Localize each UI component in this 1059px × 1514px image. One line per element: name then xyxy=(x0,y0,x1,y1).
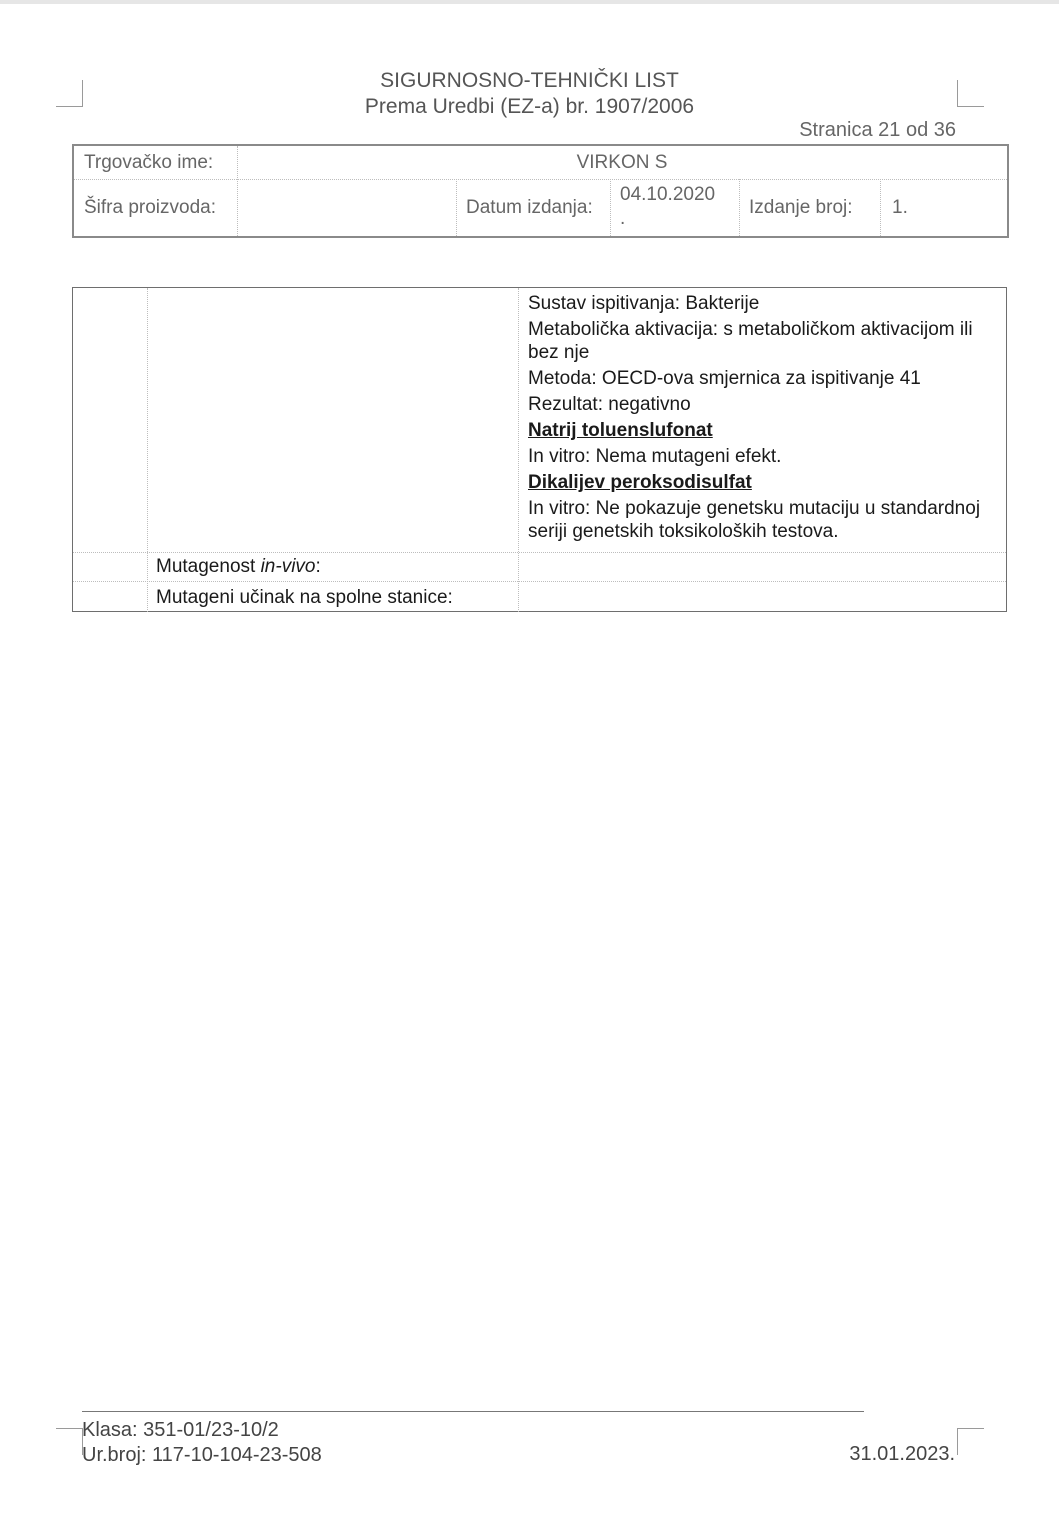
page-number: Stranica 21 od 36 xyxy=(799,119,956,141)
trade-name-value: VIRKON S xyxy=(576,151,668,173)
title-line-1: SIGURNOSNO-TEHNIČKI LIST xyxy=(380,69,679,92)
test-details xyxy=(528,292,998,546)
test-result: Rezultat: negativno xyxy=(528,394,691,415)
row-germ-cell-label: Mutageni učinak na spolne stanice: xyxy=(156,587,453,608)
footer-ref-number: Ur.broj: 117-10-104-23-508 xyxy=(82,1444,322,1466)
trade-name-label: Trgovačko ime: xyxy=(84,151,214,173)
footer-class: Klasa: 351-01/23-10/2 xyxy=(82,1419,279,1441)
product-code-label: Šifra proizvoda: xyxy=(84,196,217,218)
product-code-value xyxy=(244,179,449,236)
revision-value: 1. xyxy=(892,196,908,218)
substance-2-text: In vitro: Ne pokazuje genetsku mutaciju u standardnoj seriji genetskih toksikoloških testova. xyxy=(528,498,981,542)
row-invivo-label: Mutagenost in-vivo: xyxy=(156,556,321,577)
issue-date-label: Datum izdanja: xyxy=(466,196,593,218)
substance-1-heading: Natrij toluenslufonat xyxy=(528,420,713,441)
metabolic-activation: Metabolička aktivacija: s metaboličkom aktivacijom ili bez nje xyxy=(528,319,973,363)
crop-mark-bottom-right xyxy=(957,1428,984,1455)
document-title xyxy=(0,68,1059,120)
issue-date-dot: . xyxy=(620,208,626,229)
issue-date-value: 04.10.2020 xyxy=(620,184,716,205)
issue-date-cell xyxy=(620,179,738,236)
footer-rule xyxy=(82,1411,864,1412)
product-info-table xyxy=(72,144,1009,238)
crop-mark-bottom-left xyxy=(56,1428,83,1455)
substance-2-heading: Dikalijev peroksodisulfat xyxy=(528,472,752,493)
title-line-2: Prema Uredbi (EZ-a) br. 1907/2006 xyxy=(364,95,695,118)
test-system: Sustav ispitivanja: Bakterije xyxy=(528,293,760,314)
footer-reference xyxy=(82,1418,322,1468)
top-rule xyxy=(0,0,1059,4)
test-method: Metoda: OECD-ova smjernica za ispitivanje 41 xyxy=(528,368,921,389)
substance-1-text: In vitro: Nema mutageni efekt. xyxy=(528,446,782,467)
toxicology-table xyxy=(72,287,1007,612)
revision-label: Izdanje broj: xyxy=(749,196,853,218)
footer-date: 31.01.2023. xyxy=(849,1443,955,1465)
